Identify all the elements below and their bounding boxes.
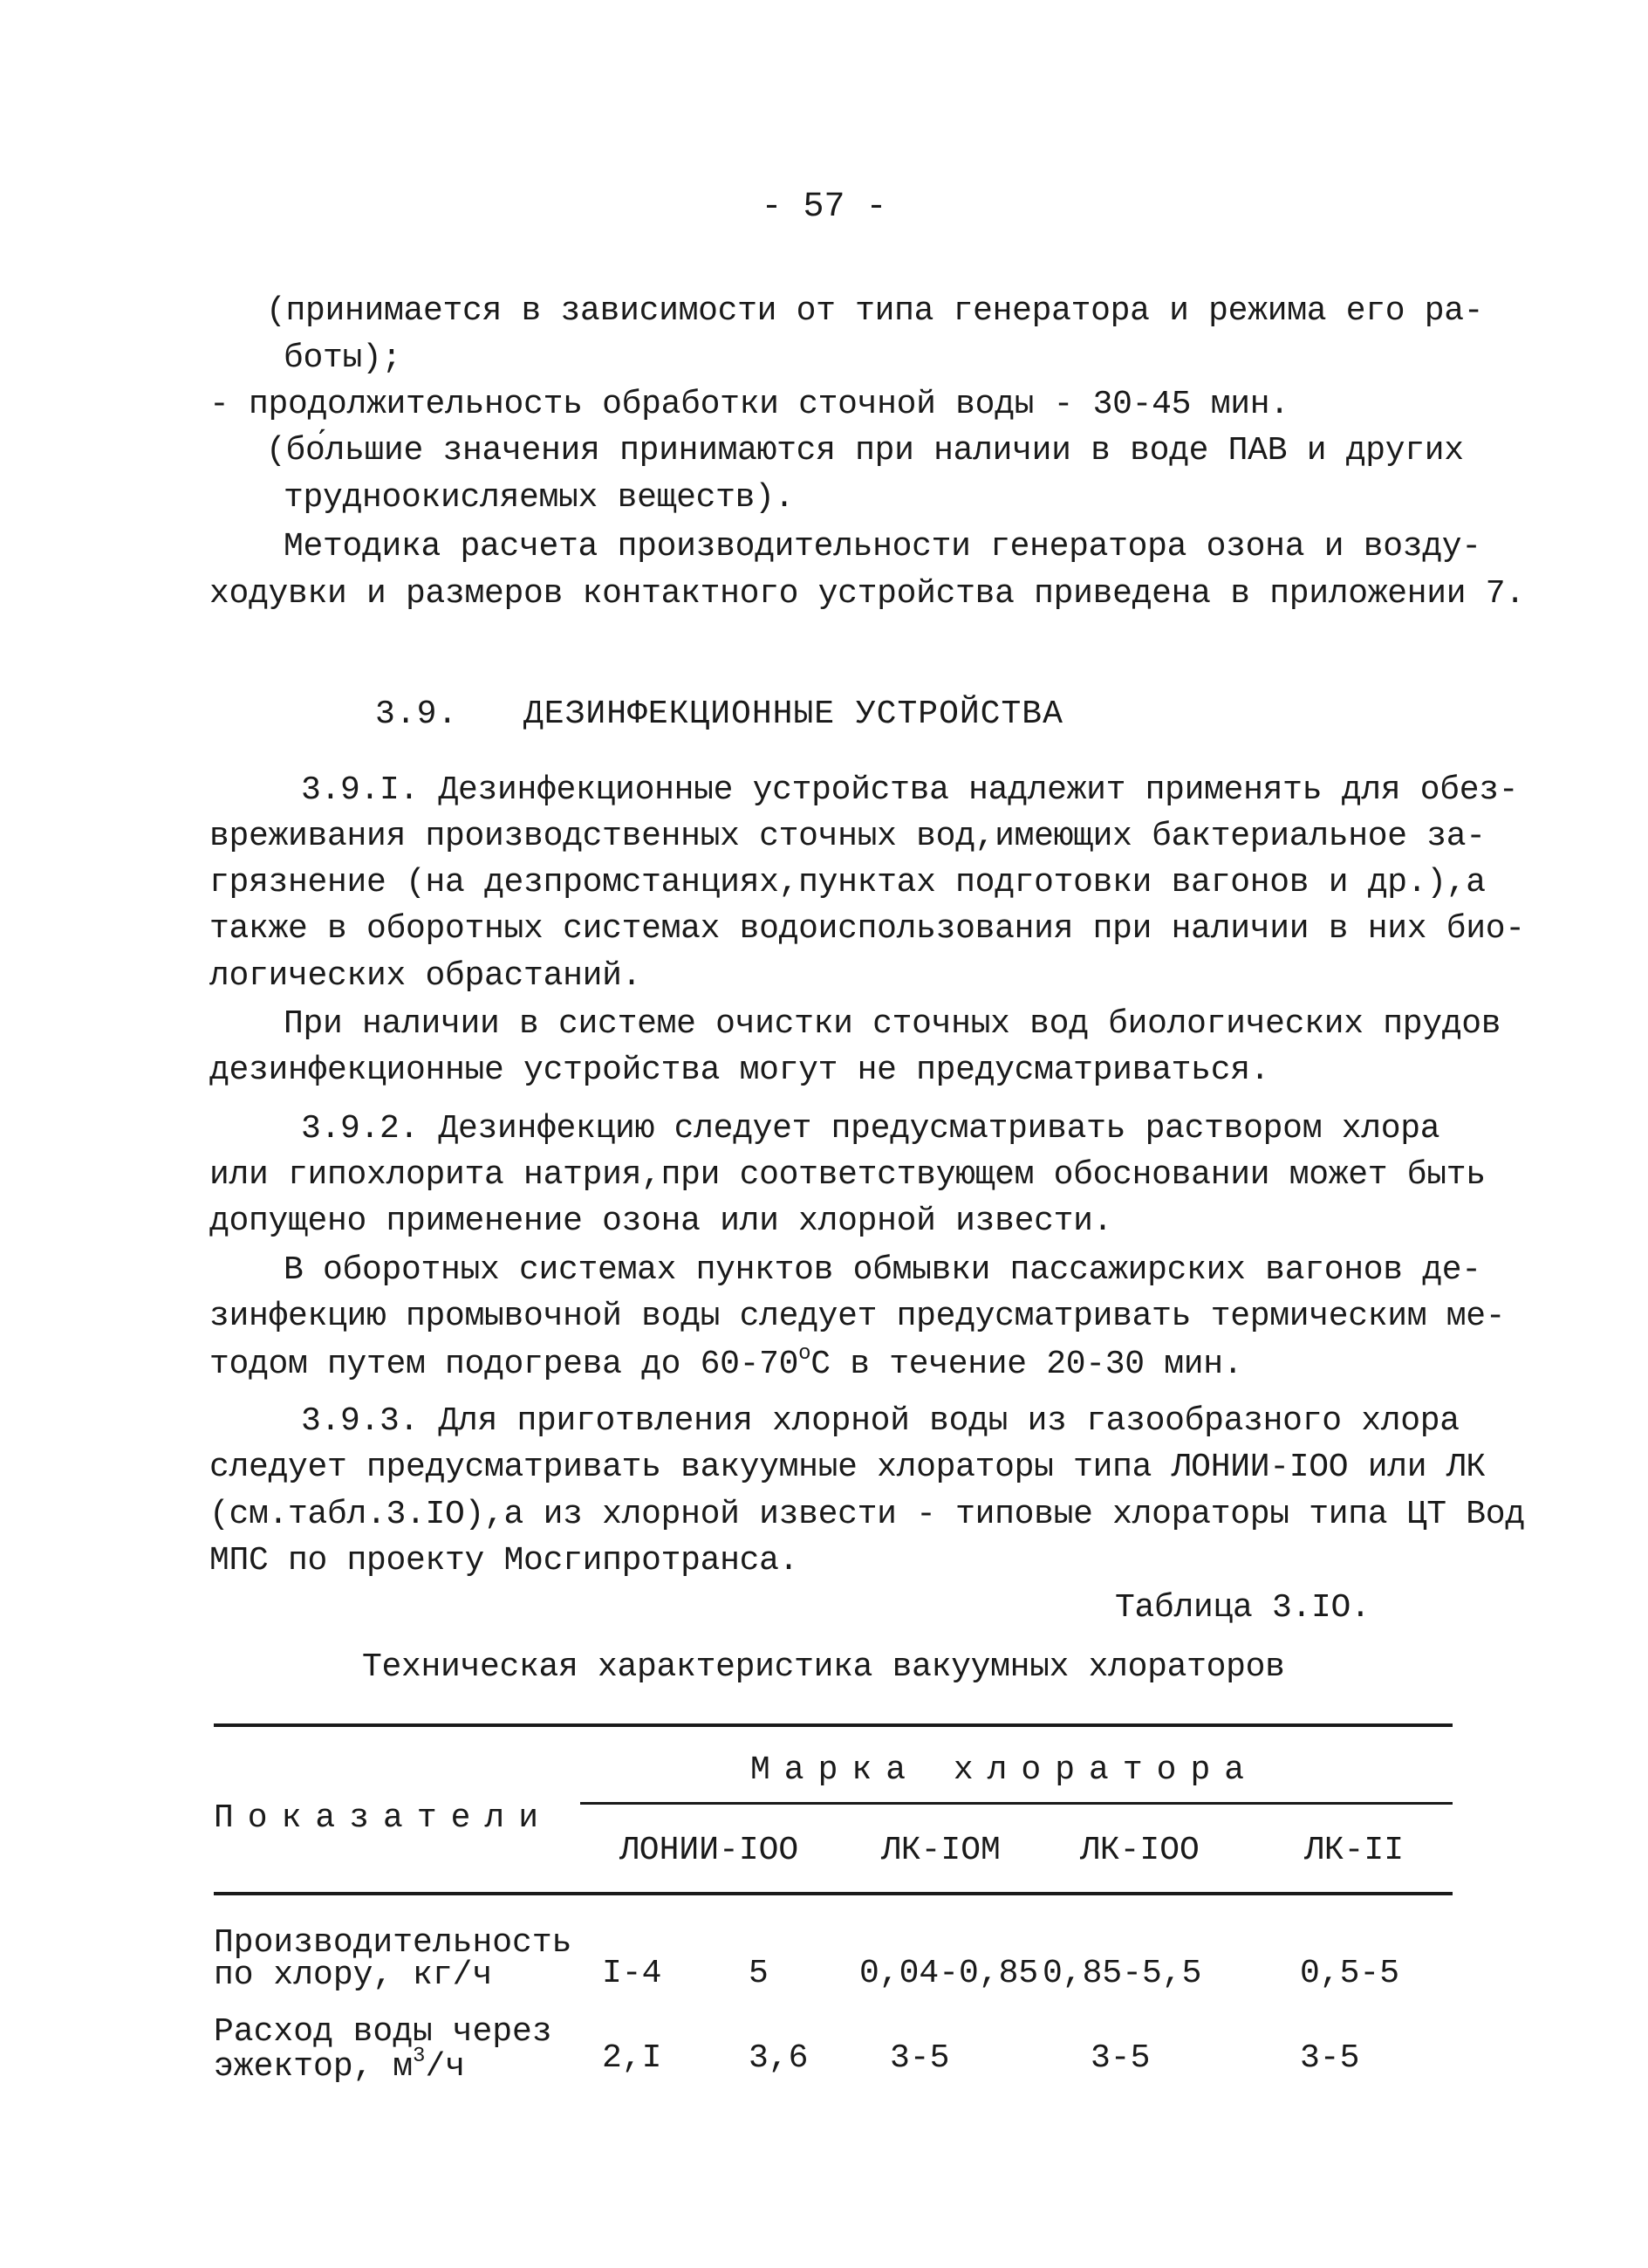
pturn-line-3-a: тодом путем подогрева до 60-70 [209,1346,799,1383]
table-cell: 0,85-5,5 [1043,1955,1202,1992]
row-label: Производительность [214,1924,572,1962]
pbio-line-2: дезинфекционные устройства могут не предусматриваться. [209,1052,1270,1089]
pturn-line-3-b: С в течение 20-30 мин. [810,1346,1243,1383]
section-number: 3.9. [375,695,459,733]
table-top-rule [214,1723,1453,1727]
pturn-line-1: В оборотных системах пунктов обмывки пассажирских вагонов де- [284,1251,1481,1289]
intro-line-5: трудноокисляемых веществ). [284,479,795,517]
p392-line-3: допущено применение озона или хлорной извести. [209,1203,1113,1240]
p391-line-2: вреживания производственных сточных вод,имеющих бактериальное за- [209,818,1486,855]
column-header: ЛК-IOO [1080,1832,1200,1869]
p392-line-2: или гипохлорита натрия,при соответствующем обосновании может быть [209,1156,1486,1194]
p391-line-5: логических обрастаний. [209,957,642,995]
intro-line-7: ходувки и размеров контактного устройства приведена в приложении 7. [209,575,1525,613]
row-label: по хлору, кг/ч [214,1956,493,1994]
p392-line-1: 3.9.2. Дезинфекцию следует предусматривать раствором хлора [301,1110,1440,1148]
table-cell: 0,04-0,85 [859,1955,1039,1992]
p393-line-2: следует предусматривать вакуумные хлораторы типа ЛОНИИ-IOO или ЛК [209,1449,1486,1486]
intro-line-2: боты); [284,339,402,377]
p393-line-3: (см.табл.3.IO),а из хлорной извести - типовые хлораторы типа ЦТ Вод [209,1496,1525,1533]
column-header: ЛОНИИ-IOO [619,1832,799,1869]
table-label: Таблица 3.IO. [1115,1589,1371,1627]
header-indicators: Показатели [214,1799,553,1837]
cubic-superscript: 3 [413,2045,426,2068]
row-label: эжектор, $м^3/ч$ [214,2045,466,2086]
column-header: ЛК-II [1304,1832,1405,1869]
p391-line-1: 3.9.I. Дезинфекционные устройства надлежит применять для обез- [301,771,1519,809]
table-cell: 3-5 [1300,2039,1360,2077]
pturn-line-2: зинфекцию промывочной воды следует предусматривать термическим ме- [209,1298,1506,1335]
intro-line-3: - продолжительность обработки сточной воды - 30-45 мин. [209,386,1289,423]
pbio-line-1: При наличии в системе очистки сточных вод биологических прудов [284,1005,1501,1043]
table-cell: 3,6 [749,2039,809,2077]
table-caption: Техническая характеристика вакуумных хлораторов [362,1648,1285,1686]
header-group-rule [580,1802,1453,1805]
table-cell: I-4 [602,1955,662,1992]
section-title: ДЕЗИНФЕКЦИОННЫЕ УСТРОЙСТВА [523,695,1063,733]
table-cell: 2,I [602,2039,662,2077]
page-number: - 57 - [761,188,887,227]
p391-line-3: грязнение (на дезпромстанциях,пунктах подготовки вагонов и др.),а [209,864,1486,901]
intro-line-4: (бо́льшие значения принимаются при наличии в воде ПАВ и других [266,432,1464,469]
degree-superscript: o [798,1342,811,1366]
p393-line-4: МПС по проекту Мосгипротранса. [209,1542,799,1579]
table-cell: 0,5-5 [1300,1955,1400,1992]
table-cell: 3-5 [1091,2039,1151,2077]
p391-line-4: также в оборотных системах водоиспользования при наличии в них био- [209,910,1525,948]
row-label: Расход воды через [214,2013,552,2051]
column-header: ЛК-IOM [881,1832,1001,1869]
header-bottom-rule [214,1892,1453,1895]
p393-line-1: 3.9.3. Для приготвления хлорной воды из газообразного хлора [301,1402,1460,1440]
pturn-line-3 [209,1342,1243,1383]
intro-line-1: (принимается в зависимости от типа генератора и режима его ра- [266,292,1484,330]
table-cell: 3-5 [890,2039,950,2077]
intro-line-6: Методика расчета производительности генератора озона и возду- [284,528,1481,565]
table-cell: 5 [749,1955,769,1992]
header-chlorinator-brand: Марка хлоратора [750,1751,1259,1789]
